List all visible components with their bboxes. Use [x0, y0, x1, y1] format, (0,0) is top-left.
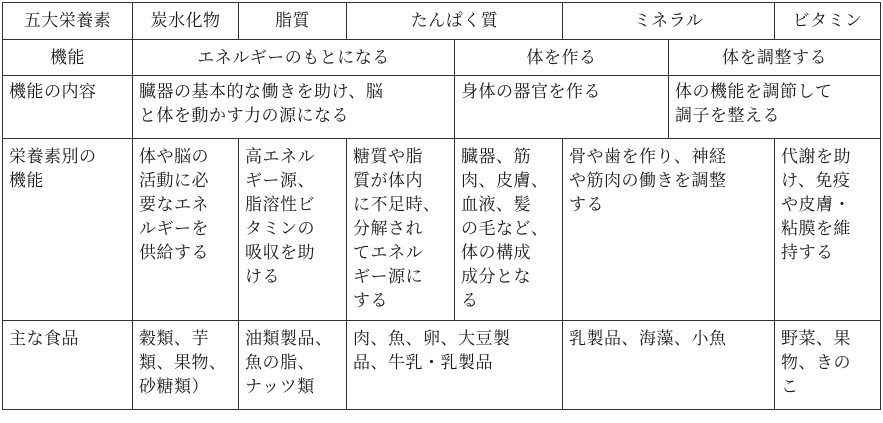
- header-vitamin: ビタミン: [775, 3, 881, 40]
- nutrition-table: [2, 2, 881, 410]
- food-protein: [347, 321, 563, 410]
- food-vitamin-text: 野菜、果 物、きの こ: [781, 329, 851, 397]
- nutrient-function-mineral-text: 骨や歯を作り、神経 や筋肉の働きを調整 する: [569, 147, 727, 215]
- food-label: [3, 321, 133, 410]
- content-regulate: [669, 76, 881, 139]
- function-body-build: 体を作る: [455, 40, 669, 76]
- food-mineral-text: 乳製品、海藻、小魚: [569, 329, 727, 349]
- food-carbohydrate: [133, 321, 239, 410]
- nutrient-function-label: [3, 139, 133, 321]
- nutrient-function-label-text: 栄養素別の 機能: [9, 147, 97, 191]
- food-fat-text: 油類製品、 魚の脂、 ナッツ類: [245, 329, 333, 397]
- content-body-build-text: 身体の器官を作る: [461, 82, 601, 102]
- food-mineral: [563, 321, 775, 410]
- food-protein-text: 肉、魚、卵、大豆製 品、牛乳・乳製品: [353, 329, 511, 373]
- header-carbohydrate: 炭水化物: [133, 3, 239, 40]
- nutrient-function-fat-text: 高エネル ギー源、 脂溶性ビ タミンの 吸収を助 ける: [245, 147, 315, 287]
- content-body-build: [455, 76, 669, 139]
- nutrient-function-carbohydrate-text: 体や脳の 活動に必 要なエネ ルギーを 供給する: [139, 147, 209, 263]
- header-corner-cell: 五大栄養素: [3, 3, 133, 40]
- content-energy-text: 臓器の基本的な働きを助け、脳 と体を動かす力の源になる: [139, 82, 384, 126]
- content-energy: [133, 76, 455, 139]
- function-label: 機能: [3, 40, 133, 76]
- header-protein: たんぱく質: [347, 3, 563, 40]
- nutrient-function-protein-energy-text: 糖質や脂 質が体内 に不足時、 分解され てエネル ギー源に する: [353, 147, 441, 311]
- food-vitamin: [775, 321, 881, 410]
- food-carbohydrate-text: 穀類、芋 類、果物、 砂糖類）: [139, 329, 227, 397]
- nutrient-function-fat: [239, 139, 347, 321]
- nutrient-function-vitamin: [775, 139, 881, 321]
- content-regulate-text: 体の機能を調節して 調子を整える: [675, 82, 833, 126]
- function-regulate: 体を調整する: [669, 40, 881, 76]
- food-label-text: 主な食品: [9, 329, 79, 349]
- header-mineral: ミネラル: [563, 3, 775, 40]
- table-row-foods: [3, 321, 881, 410]
- content-label-text: 機能の内容: [9, 82, 97, 102]
- nutrient-function-protein-energy: [347, 139, 455, 321]
- header-fat: 脂質: [239, 3, 347, 40]
- content-label: [3, 76, 133, 139]
- nutrient-function-carbohydrate: [133, 139, 239, 321]
- table-row-header: [3, 3, 881, 40]
- table-row-nutrient-function: [3, 139, 881, 321]
- food-fat: [239, 321, 347, 410]
- table-row-function: [3, 40, 881, 76]
- nutrient-function-protein-body: [455, 139, 563, 321]
- nutrient-function-mineral: [563, 139, 775, 321]
- table-row-content: [3, 76, 881, 139]
- nutrient-function-vitamin-text: 代謝を助 け、免疫 や皮膚・ 粘膜を維 持する: [781, 147, 851, 263]
- nutrient-function-protein-body-text: 臓器、筋 肉、皮膚、 血液、髪 の毛など、 体の構成 成分とな る: [461, 147, 549, 311]
- function-energy: エネルギーのもとになる: [133, 40, 455, 76]
